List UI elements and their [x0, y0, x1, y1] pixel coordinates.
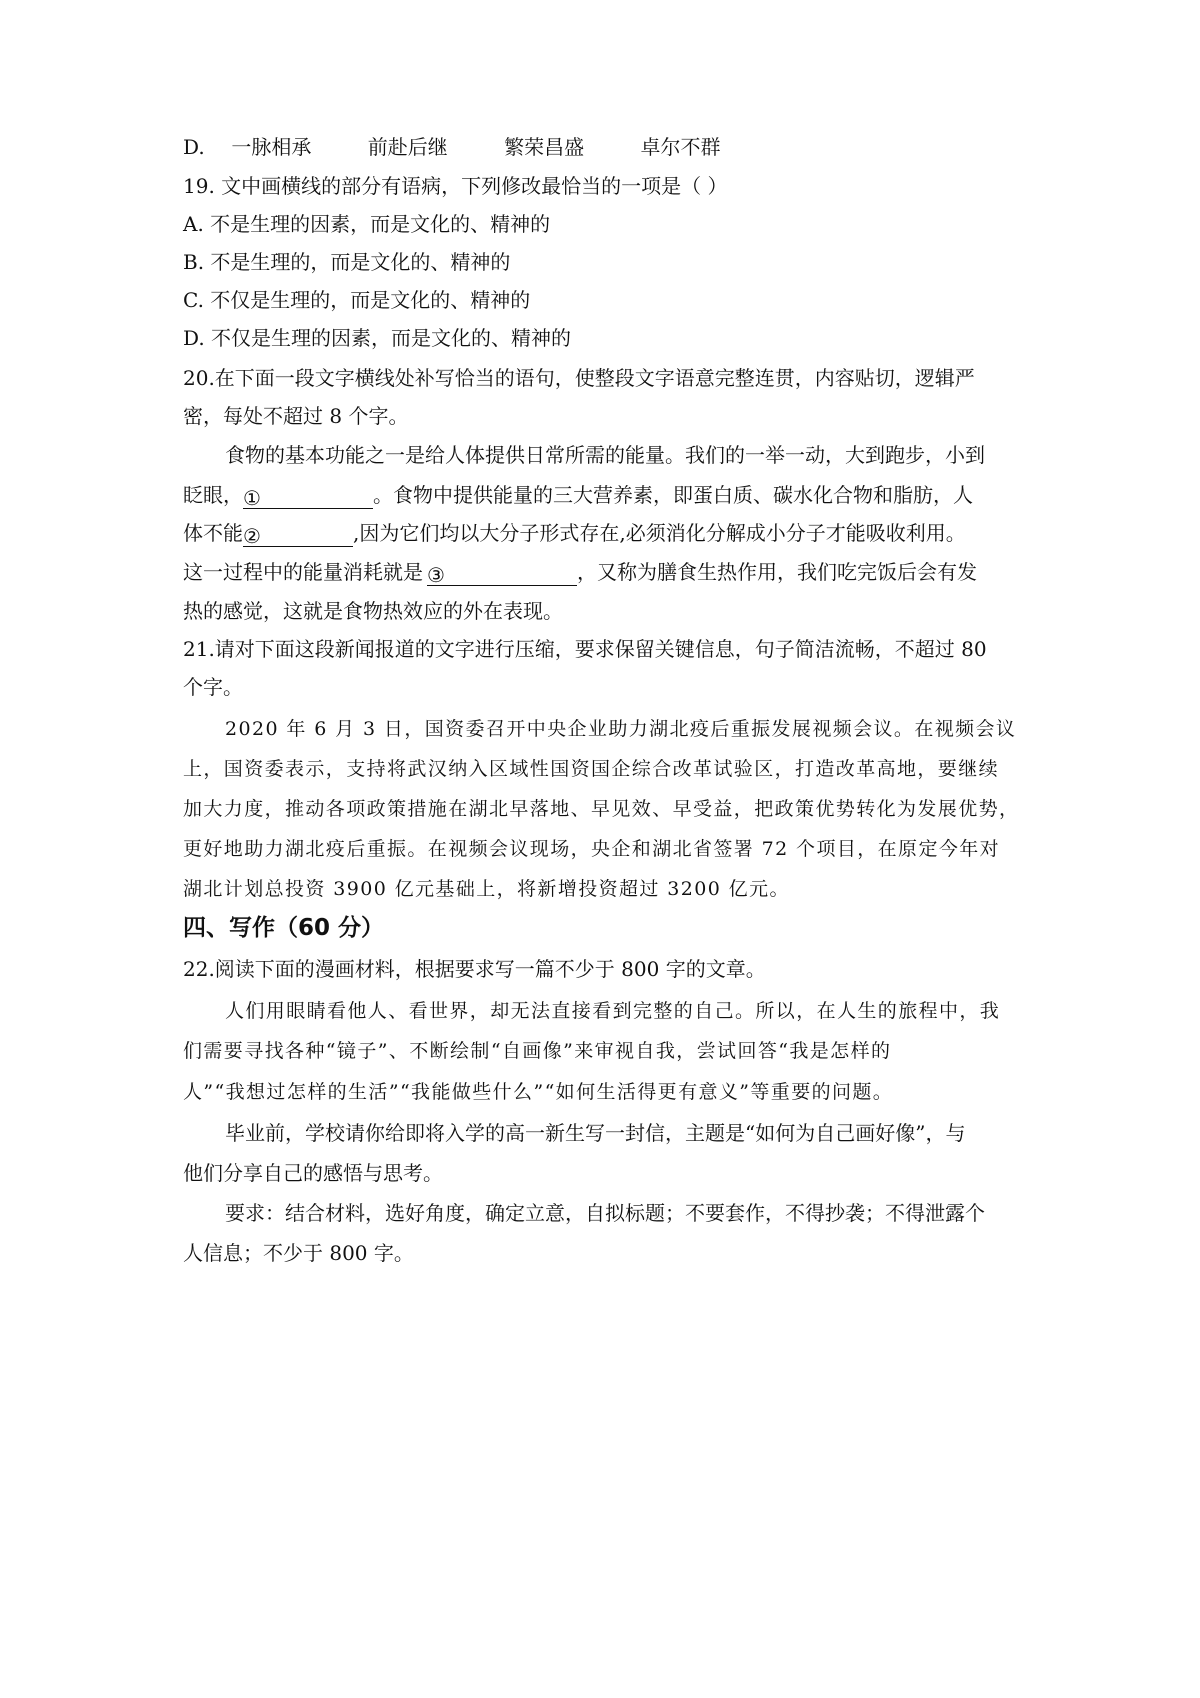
q20-passage-line1: 食物的基本功能之一是给人体提供日常所需的能量。我们的一举一动，大到跑步，小到 — [225, 443, 985, 467]
passage-text: ，又称为膳食生热作用，我们吃完饭后会有发 — [577, 560, 977, 584]
q21-news-line2: 上，国资委表示，支持将武汉纳入区域性国资国企综合改革试验区，打造改革高地，要继续 — [183, 758, 1000, 780]
q21-stem-line1: 21.请对下面这段新闻报道的文字进行压缩，要求保留关键信息，句子简洁流畅，不超过 80 — [183, 637, 987, 661]
passage-text: ,因为它们均以大分子形式存在,必须消化分解成小分子才能吸收利用。 — [353, 521, 966, 545]
q22-stem: 22.阅读下面的漫画材料，根据要求写一篇不少于 800 字的文章。 — [183, 957, 766, 981]
q22-material-line3: 人”“我想过怎样的生活”“我能做些什么”“如何生活得更有意义”等重要的问题。 — [183, 1081, 894, 1103]
q18-option-d — [183, 133, 720, 161]
blank-1[interactable] — [243, 484, 373, 509]
q22-task-line2: 他们分享自己的感悟与思考。 — [183, 1161, 443, 1185]
option-word: 繁荣昌盛 — [504, 135, 585, 159]
option-word: 卓尔不群 — [640, 135, 721, 159]
q19-option-a: A. 不是生理的因素，而是文化的、精神的 — [183, 212, 551, 236]
q20-stem-line2: 密，每处不超过 8 个字。 — [183, 404, 409, 428]
q20-passage-line4 — [183, 558, 977, 586]
q22-task-line1: 毕业前，学校请你给即将入学的高一新生写一封信，主题是“如何为自己画好像”，与 — [225, 1121, 966, 1145]
blank-marker: ② — [243, 524, 261, 548]
passage-text: 这一过程中的能量消耗就是 — [183, 560, 423, 584]
q20-passage-line3 — [183, 519, 966, 547]
passage-text: 眨眼， — [183, 483, 243, 507]
q19-stem: 19. 文中画横线的部分有语病，下列修改最恰当的一项是（ ） — [183, 174, 728, 198]
q22-material-line2: 们需要寻找各种“镜子”、不断绘制“自画像”来审视自我，尝试回答“我是怎样的 — [183, 1040, 892, 1062]
q20-passage-line5: 热的感觉，这就是食物热效应的外在表现。 — [183, 599, 563, 623]
q19-option-b: B. 不是生理的，而是文化的、精神的 — [183, 250, 511, 274]
blank-marker: ① — [243, 486, 261, 510]
q20-stem-line1: 20.在下面一段文字横线处补写恰当的语句，使整段文字语意完整连贯，内容贴切，逻辑严 — [183, 366, 975, 390]
q22-requirements-line2: 人信息；不少于 800 字。 — [183, 1241, 414, 1265]
option-label: D. — [183, 135, 205, 159]
q21-news-line1: 2020 年 6 月 3 日，国资委召开中央企业助力湖北疫后重振发展视频会议。在视频会议 — [225, 718, 1017, 740]
q19-option-d: D. 不仅是生理的因素，而是文化的、精神的 — [183, 326, 572, 350]
q22-requirements-line1: 要求：结合材料，选好角度，确定立意，自拟标题；不要套作，不得抄袭；不得泄露个 — [225, 1201, 985, 1225]
passage-text: 体不能 — [183, 521, 243, 545]
q21-news-line3: 加大力度，推动各项政策措施在湖北早落地、早见效、早受益，把政策优势转化为发展优势， — [183, 798, 1020, 820]
q20-passage-line2 — [183, 481, 973, 509]
q21-news-line5: 湖北计划总投资 3900 亿元基础上，将新增投资超过 3200 亿元。 — [183, 878, 790, 900]
blank-3[interactable] — [427, 561, 577, 586]
q22-material-line1: 人们用眼睛看他人、看世界，却无法直接看到完整的自己。所以，在人生的旅程中，我 — [225, 1000, 1001, 1022]
q21-news-line4: 更好地助力湖北疫后重振。在视频会议现场，央企和湖北省签署 72 个项目，在原定今年对 — [183, 838, 1001, 860]
option-word: 前赴后继 — [367, 135, 448, 159]
q19-option-c: C. 不仅是生理的，而是文化的、精神的 — [183, 288, 531, 312]
blank-2[interactable] — [243, 522, 353, 547]
passage-text: 。食物中提供能量的三大营养素，即蛋白质、碳水化合物和脂肪，人 — [373, 483, 973, 507]
option-word: 一脉相承 — [231, 135, 312, 159]
section-heading: 四、写作（60 分） — [183, 915, 385, 941]
q21-stem-line2: 个字。 — [183, 675, 243, 699]
blank-marker: ③ — [427, 563, 445, 587]
